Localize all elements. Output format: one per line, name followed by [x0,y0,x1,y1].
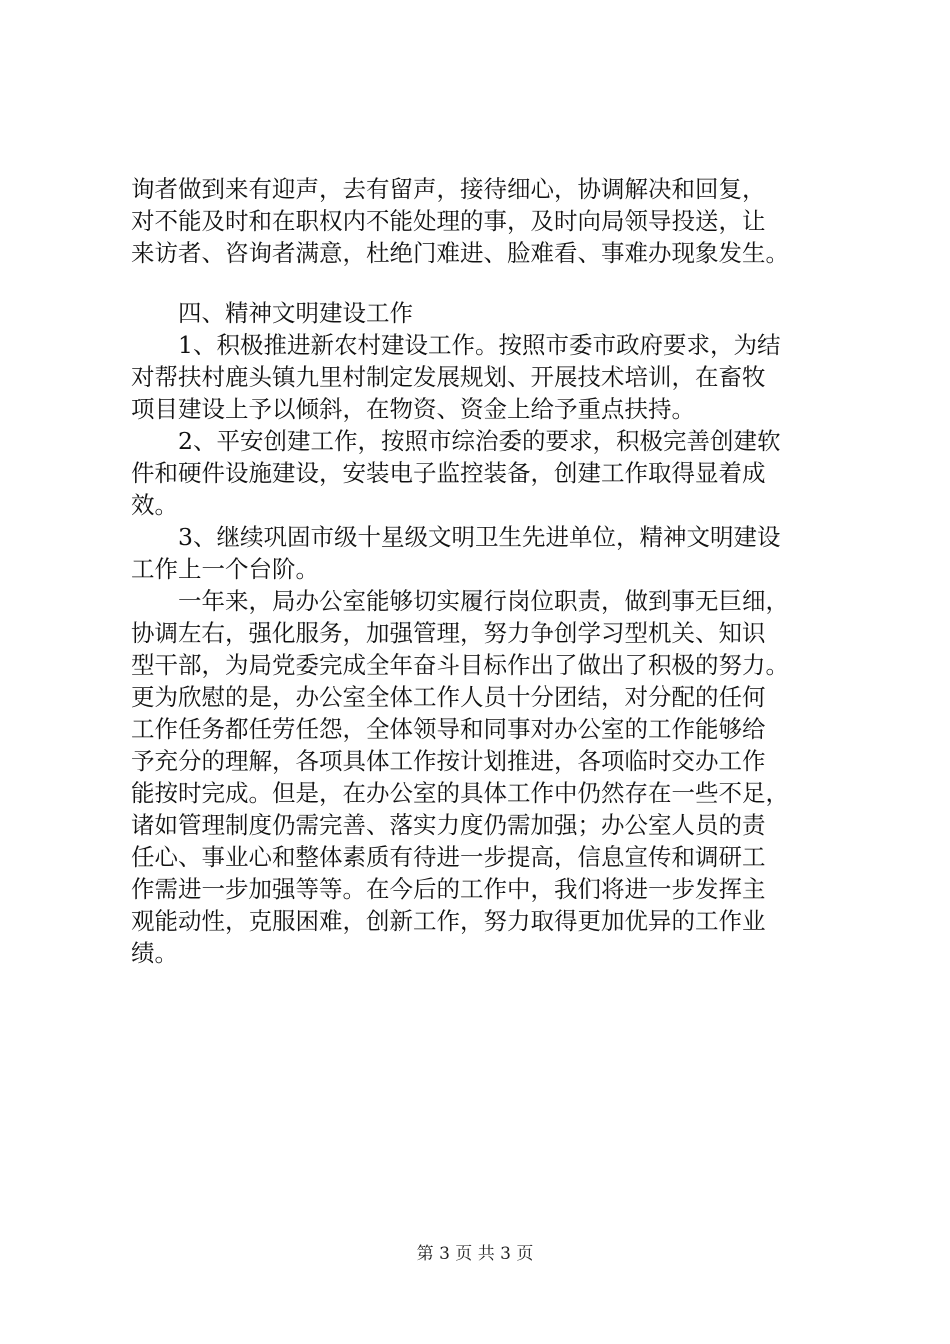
text-line: 件和硬件设施建设，安装电子监控装备，创建工作取得显着成 [131,459,766,487]
section-heading: 四、精神文明建设工作 [178,299,413,327]
text-line: 予充分的理解，各项具体工作按计划推进，各项临时交办工作 [131,747,766,775]
text-line: 2、平安创建工作，按照市综治委的要求，积极完善创建软 [178,427,781,455]
text-line: 工作上一个台阶。 [131,555,319,583]
text-line: 作需进一步加强等等。在今后的工作中，我们将进一步发挥主 [131,875,766,903]
text-line: 能按时完成。但是，在办公室的具体工作中仍然存在一些不足， [131,779,789,807]
document-body [131,173,843,969]
text-line: 对不能及时和在职权内不能处理的事，及时向局领导投送，让 [131,207,766,235]
text-line: 效。 [131,491,178,519]
text-line: 询者做到来有迎声，去有留声，接待细心，协调解决和回复， [131,175,766,203]
text-line: 协调左右，强化服务，加强管理，努力争创学习型机关、知识 [131,619,766,647]
text-line: 更为欣慰的是，办公室全体工作人员十分团结，对分配的任何 [131,683,766,711]
paragraph-gap [131,269,843,297]
page-footer [0,1242,950,1266]
text-line: 对帮扶村鹿头镇九里村制定发展规划、开展技术培训，在畜牧 [131,363,766,391]
text-line: 项目建设上予以倾斜，在物资、资金上给予重点扶持。 [131,395,695,423]
text-line: 诸如管理制度仍需完善、落实力度仍需加强；办公室人员的责 [131,811,766,839]
text-line: 一年来，局办公室能够切实履行岗位职责，做到事无巨细， [178,587,789,615]
text-line: 型干部，为局党委完成全年奋斗目标作出了做出了积极的努力。 [131,651,789,679]
text-line: 3、继续巩固市级十星级文明卫生先进单位，精神文明建设 [178,523,781,551]
text-line: 观能动性，克服困难，创新工作，努力取得更加优异的工作业 [131,907,766,935]
text-line: 绩。 [131,939,178,967]
text-line: 工作任务都任劳任怨，全体领导和同事对办公室的工作能够给 [131,715,766,743]
page-number: 第 3 页 共 3 页 [416,1244,534,1264]
text-line: 来访者、咨询者满意，杜绝门难进、脸难看、事难办现象发生。 [131,239,789,267]
text-line: 任心、事业心和整体素质有待进一步提高，信息宣传和调研工 [131,843,766,871]
text-line: 1、积极推进新农村建设工作。按照市委市政府要求，为结 [178,331,781,359]
